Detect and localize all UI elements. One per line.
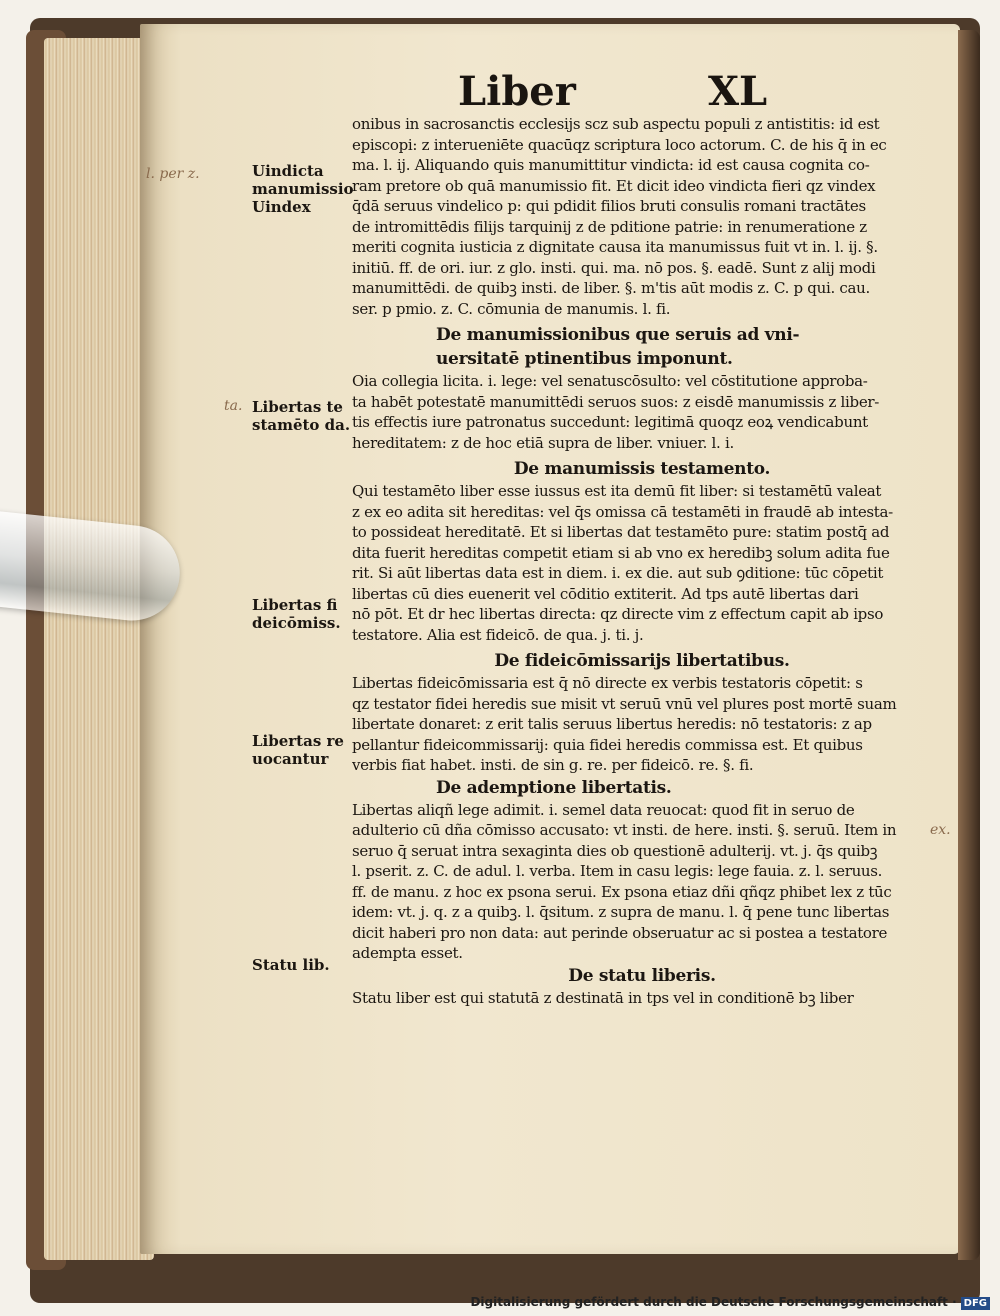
running-head <box>440 60 800 120</box>
text-line: dicit haberi pro non data: aut perinde obseruatur ac si postea a testatore <box>352 923 888 942</box>
margin-note-line: Statu lib. <box>252 956 330 974</box>
text-line: adulterio cū dña cōmisso accusato: vt insti. de here. insti. §. seruū. Item in <box>352 821 897 839</box>
text-line: Qui testamēto liber esse iussus est ita demū fit liber: si testamētū valeat <box>352 482 882 500</box>
text-line: ser. p pmio. z. C. cōmunia de manumis. l. fi. <box>352 299 671 318</box>
running-head-number: XL <box>708 68 768 115</box>
margin-note-libertas-testamento <box>252 398 352 434</box>
section-heading: De manumissionibus que seruis ad vni- <box>436 325 800 345</box>
margin-note-line: Libertas te <box>252 398 343 416</box>
text-line: Oia collegia licita. i. lege: vel senatuscōsulto: vel cōstitutione approba- <box>352 372 868 390</box>
dfg-logo-icon: DFG <box>961 1297 990 1310</box>
text-line: verbis fiat habet. insti. de sin g. re. per fideicō. re. §. fi. <box>352 756 754 774</box>
margin-note-line: manumissio <box>252 180 354 198</box>
text-line: Statu liber est qui statutā z destinatā in tps vel in conditionē bꝫ liber <box>352 988 854 1007</box>
section-heading: De fideicōmissarijs libertatibus. <box>494 651 790 671</box>
margin-note-libertas-fideicommissaria <box>252 596 352 632</box>
text-line: hereditatem: z de hoc etiā supra de liber. vniuer. l. i. <box>352 433 734 452</box>
margin-note-line: Libertas re <box>252 732 344 750</box>
text-line: l. pserit. z. C. de adul. l. verba. Item in casu legis: lege fauia. z. l. seruus. <box>352 862 883 880</box>
text-line: z ex eo adita sit hereditas: vel q̄s omissa cā testamēti in fraudē ab intesta- <box>352 502 893 521</box>
text-line: ram pretore ob quā manumissio fit. Et dicit ideo vindicta fieri qz vindex <box>352 176 876 195</box>
text-line: idem: vt. j. q. z a quibꝫ. l. q̄situm. z supra de manu. l. q̄ pene tunc libertas <box>352 903 890 921</box>
text-line: onibus in sacrosanctis ecclesijs scz sub aspectu populi z antistitis: id est <box>352 115 880 133</box>
section-heading: De manumissis testamento. <box>513 459 771 479</box>
text-line: ff. de manu. z hoc ex psona serui. Ex psona etiaz dñi qñqz phibet lex z tūc <box>352 882 892 901</box>
text-line: tis effectis iure patronatus succedunt: legitimā quoqz eoꝝ vendicabunt <box>352 413 868 431</box>
text-line: q̄dā seruus vindelico p: qui pdidit filios bruti consulis romani tractātes <box>352 197 866 215</box>
margin-note-line: stamēto da. <box>252 416 351 434</box>
margin-note-line: Uindex <box>252 198 311 216</box>
handwritten-note: ta. <box>224 398 243 414</box>
text-line: seruo q̄ seruat intra sexaginta dies ob questionē adulterij. vt. j. q̄s quibꝫ <box>352 841 878 860</box>
text-line: rit. Si aūt libertas data est in diem. i. ex die. aut sub ꝯditione: tūc cōpetit <box>352 564 884 582</box>
margin-note-statu-liber <box>252 956 352 974</box>
text-line: pellantur fideicommissarij: quia fidei heredis commissa est. Et quibus <box>352 735 863 754</box>
page-gutter <box>958 30 980 1260</box>
running-head-book: Liber <box>458 68 576 115</box>
text-line: manumittēdi. de quibꝫ insti. de liber. §. m'tis aūt modis z. C. p qui. cau. <box>352 279 870 297</box>
main-text <box>352 114 932 1008</box>
section-heading: uersitatē ptinentibus imponunt. <box>436 349 733 369</box>
text-line: dita fuerit hereditas competit etiam si ab vno ex heredibꝫ solum adita fue <box>352 543 890 562</box>
text-line: Libertas fideicōmissaria est q̄ nō directe ex verbis testatoris cōpetit: s <box>352 674 863 692</box>
text-line: testatore. Alia est fideicō. de qua. j. ti. j. <box>352 625 644 644</box>
text-line: meriti cognita iusticia z dignitate causa ita manumissus fuit vt in. l. ij. §. <box>352 238 878 256</box>
text-line: ta habēt potestatē manumittēdi seruos suos: z eisdē manumissis z liber- <box>352 392 880 411</box>
text-line: de intromittēdis filijs tarquinij z de pditione patrie: in renumeratione z <box>352 217 867 236</box>
funding-credit-text: Digitalisierung gefördert durch die Deutsche Forschungsgemeinschaft · <box>470 1295 957 1309</box>
text-line: episcopi: z interueniēte quacūqz scriptura loco actorum. C. de his q̄ in ec <box>352 135 887 154</box>
handwritten-note: ex. <box>930 822 951 838</box>
margin-note-vindicta <box>252 162 352 216</box>
margin-note-libertas-vocantur <box>252 732 352 768</box>
section-heading: De statu liberis. <box>568 965 716 986</box>
page-edges <box>44 38 154 1260</box>
margin-note-line: deicōmiss. <box>252 614 341 632</box>
handwritten-note: l. per z. <box>146 166 200 182</box>
section-heading: De ademptione libertatis. <box>436 777 672 798</box>
text-line: libertate donaret: z erit talis seruus libertus heredis: nō testatoris: z ap <box>352 715 872 733</box>
text-line: initiū. ff. de ori. iur. z glo. insti. qui. ma. nō pos. §. eadē. Sunt z alij modi <box>352 258 876 277</box>
funding-credit <box>470 1295 990 1310</box>
text-line: libertas cū dies euenerit vel cōditio extiterit. Ad tps autē libertas dari <box>352 584 859 603</box>
text-line: ma. l. ij. Aliquando quis manumittitur vindicta: id est causa cognita co- <box>352 156 870 174</box>
margin-note-line: uocantur <box>252 750 329 768</box>
text-line: to possideat hereditatē. Et si libertas dat testamēto pure: statim postq̄ ad <box>352 523 890 541</box>
text-line: nō pōt. Et dr hec libertas directa: qz directe vim z effectum capit ab ipso <box>352 605 884 623</box>
text-line: Libertas aliqñ lege adimit. i. semel data reuocat: quod fit in seruo de <box>352 800 855 819</box>
margin-note-line: Uindicta <box>252 162 324 180</box>
text-line: qz testator fidei heredis sue misit vt seruū vnū vel plures post mortē suam <box>352 694 897 713</box>
text-line: adempta esset. <box>352 944 463 962</box>
margin-note-line: Libertas fi <box>252 596 338 614</box>
